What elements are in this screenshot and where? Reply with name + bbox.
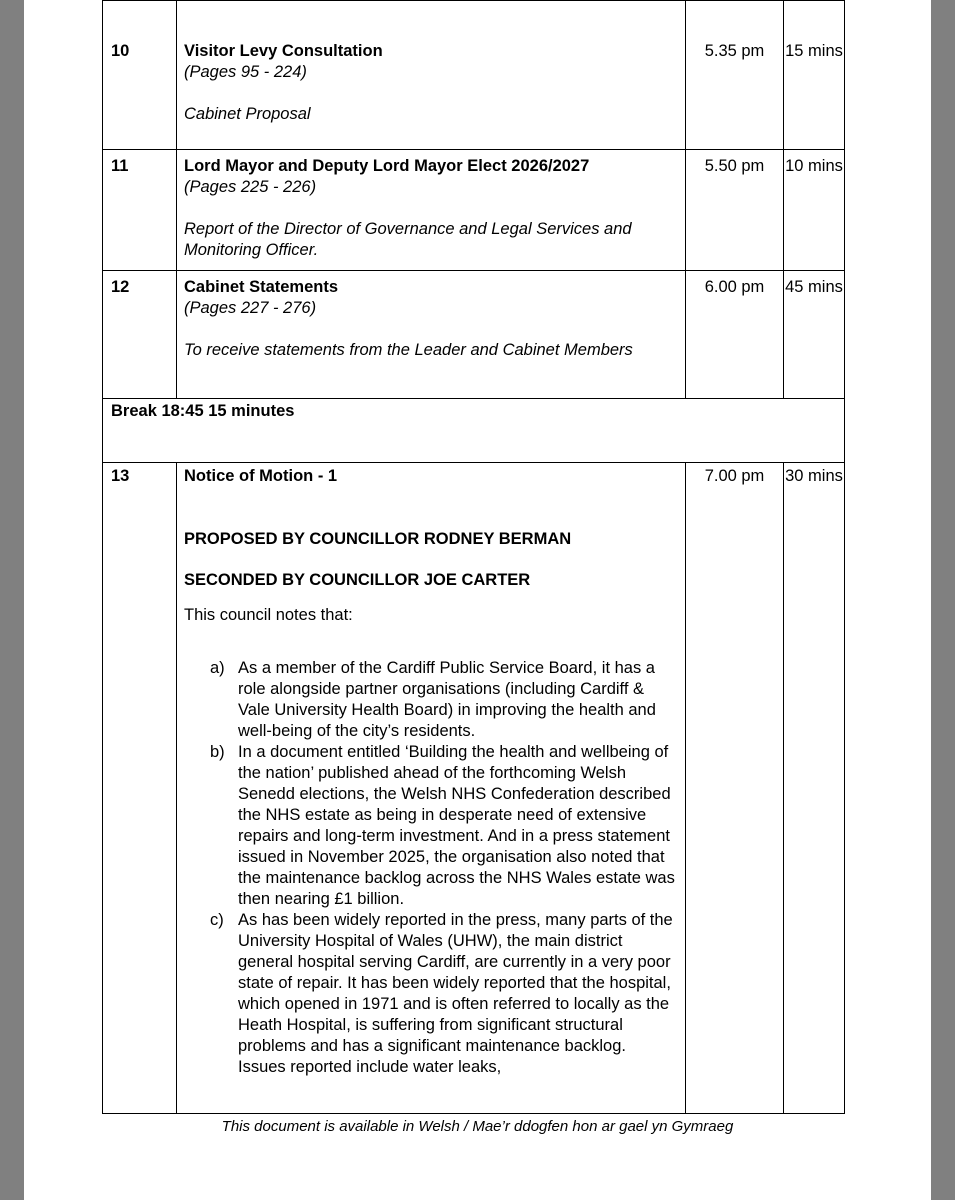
agenda-row	[103, 1, 845, 150]
list-item	[184, 658, 677, 742]
list-item-text: As has been widely reported in the press, many parts of the University Hospital of Wales (UHW), the main district general hospital serving Cardiff, are currently in a very poor state of repair. It has been widely reported that the hospital, which opened in 1971 and is often referred to locally as the Heath Hospital, is suffering from significant structural problems and has a significant maintenance backlog. Issues reported include water leaks,	[238, 911, 673, 1076]
item-number: 10	[103, 1, 177, 150]
item-number: 12	[103, 271, 177, 399]
list-marker: a)	[210, 659, 225, 677]
agenda-row	[103, 271, 845, 399]
break-row	[103, 399, 845, 463]
motion-seconder: SECONDED BY COUNCILLOR JOE CARTER	[184, 571, 531, 589]
item-note: Report of the Director of Governance and Legal Services and Monitoring Officer.	[184, 220, 632, 259]
break-text: Break 18:45 15 minutes	[111, 402, 295, 420]
item-content	[177, 150, 686, 271]
item-content	[177, 271, 686, 399]
item-title: Visitor Levy Consultation	[184, 42, 383, 60]
item-note: To receive statements from the Leader and Cabinet Members	[184, 341, 633, 359]
agenda-row	[103, 150, 845, 271]
item-title: Cabinet Statements	[184, 278, 339, 296]
item-time: 5.35 pm	[686, 1, 784, 150]
item-title: Lord Mayor and Deputy Lord Mayor Elect 2026/2027	[184, 157, 590, 175]
agenda-table	[102, 0, 845, 1114]
item-time: 6.00 pm	[686, 271, 784, 399]
item-pages-link[interactable]: (Pages 227 - 276)	[184, 299, 317, 317]
item-number: 13	[103, 463, 177, 1114]
agenda-row-motion	[103, 463, 845, 1114]
item-duration: 10 mins	[784, 150, 845, 271]
motion-intro: This council notes that:	[184, 606, 353, 624]
item-duration: 30 mins	[784, 463, 845, 1114]
item-pages-link[interactable]: (Pages 95 - 224)	[184, 63, 307, 81]
motion-proposer: PROPOSED BY COUNCILLOR RODNEY BERMAN	[184, 530, 572, 548]
break-cell	[103, 399, 845, 463]
item-time: 5.50 pm	[686, 150, 784, 271]
item-content	[177, 1, 686, 150]
list-item-text: As a member of the Cardiff Public Service Board, it has a role alongside partner organisations (including Cardiff & Vale University Health Board) in improving the health and well-being of the city’s residents.	[238, 659, 656, 740]
page-footer: This document is available in Welsh / Mae’r ddogfen hon ar gael yn Gymraeg	[221, 1118, 734, 1135]
motion-title: Notice of Motion - 1	[184, 467, 338, 485]
list-item	[184, 910, 677, 1078]
item-pages-link[interactable]: (Pages 225 - 226)	[184, 178, 317, 196]
list-marker: b)	[210, 743, 225, 761]
motion-points-list	[184, 658, 677, 1078]
list-item-text: In a document entitled ‘Building the health and wellbeing of the nation’ published ahead of the forthcoming Welsh Senedd elections, the Welsh NHS Confederation described the NHS estate as being in desperate need of extensive repairs and long-term investment. And in a press statement issued in November 2025, the organisation also noted that the maintenance backlog across the NHS Wales estate was then nearing £1 billion.	[238, 743, 675, 908]
list-item	[184, 742, 677, 910]
document-page	[24, 0, 931, 1200]
motion-content	[177, 463, 686, 1114]
item-note: Cabinet Proposal	[184, 105, 311, 123]
item-duration: 45 mins	[784, 271, 845, 399]
item-number: 11	[103, 150, 177, 271]
list-marker: c)	[210, 911, 224, 929]
item-time: 7.00 pm	[686, 463, 784, 1114]
item-duration: 15 mins	[784, 1, 845, 150]
